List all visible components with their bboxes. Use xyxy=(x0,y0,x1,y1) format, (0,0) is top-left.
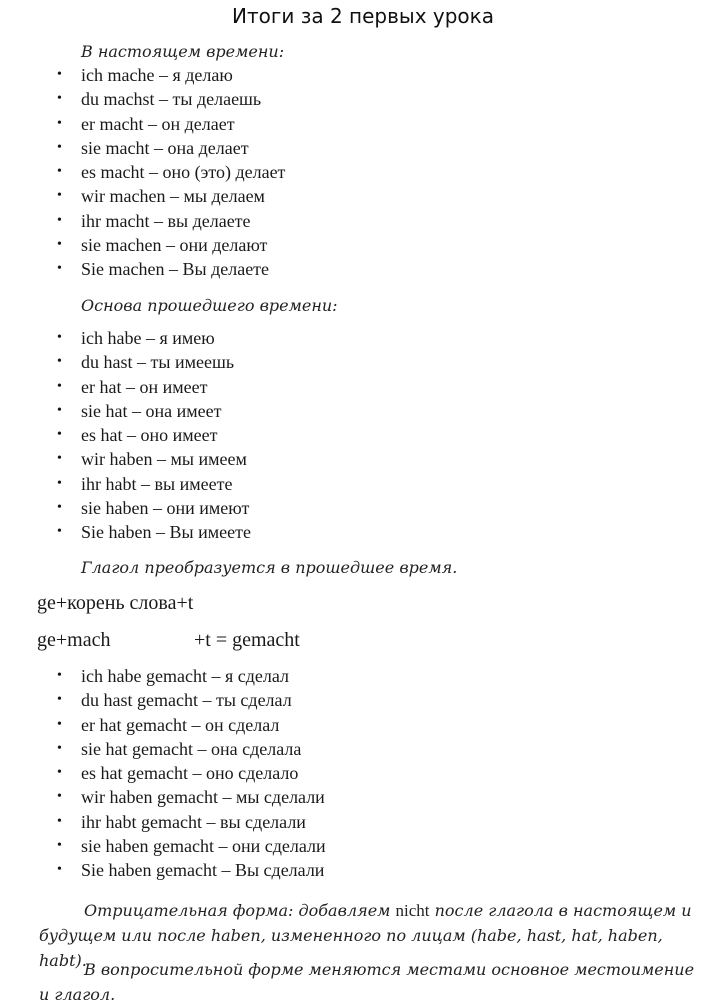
bullet-icon: • xyxy=(57,237,62,253)
bullet-icon: • xyxy=(57,862,62,878)
bullet-icon: • xyxy=(57,789,62,805)
bullet-icon: • xyxy=(57,475,62,491)
list-item: • sie hat gemacht – она сделала xyxy=(0,737,700,761)
list-item: • Sie haben gemacht – Вы сделали xyxy=(0,858,700,882)
list-item: • ich habe – я имею xyxy=(0,326,700,350)
past-base-list xyxy=(0,326,700,545)
list-item: • du hast gemacht – ты сделал xyxy=(0,688,700,712)
list-item: • sie haben – они имеют xyxy=(0,496,700,520)
list-item: • sie haben gemacht – они сделали xyxy=(0,834,700,858)
bullet-icon: • xyxy=(57,261,62,277)
bullet-icon: • xyxy=(57,91,62,107)
bullet-icon: • xyxy=(57,838,62,854)
bullet-icon: • xyxy=(57,765,62,781)
list-item: • Sie haben – Вы имеете xyxy=(0,520,700,544)
negation-paragraph: Отрицательная форма: добавляем nicht после глагола в настоящем и будущем или после haben, измененного по лицам (habe, hast, hat, haben, habt). xyxy=(39,901,692,970)
bullet-icon: • xyxy=(57,524,62,540)
list-item: • Sie machen – Вы делаете xyxy=(0,257,700,281)
list-item: • du hast – ты имеешь xyxy=(0,350,700,374)
bullet-icon: • xyxy=(57,378,62,394)
list-item: • ich mache – я делаю xyxy=(0,63,700,87)
list-item: • er hat – он имеет xyxy=(0,375,700,399)
bullet-icon: • xyxy=(57,402,62,418)
bullet-icon: • xyxy=(57,500,62,516)
keyword-nicht: nicht xyxy=(395,901,430,920)
list-item: • ich habe gemacht – я сделал xyxy=(0,664,700,688)
list-item: • ihr habt – вы имеете xyxy=(0,472,700,496)
bullet-icon: • xyxy=(57,716,62,732)
list-item: • du machst – ты делаешь xyxy=(0,87,700,111)
list-item: • wir haben – мы имеем xyxy=(0,447,700,471)
bullet-icon: • xyxy=(57,668,62,683)
list-item: • es hat – оно имеет xyxy=(0,423,700,447)
present-list xyxy=(0,63,700,282)
list-item: • wir haben gemacht – мы сделали xyxy=(0,785,700,809)
list-item: • es macht – оно (это) делает xyxy=(0,160,700,184)
present-heading: В настоящем времени: xyxy=(81,42,285,61)
bullet-icon: • xyxy=(57,451,62,467)
list-item: • sie machen – они делают xyxy=(0,233,700,257)
list-item: • sie hat – она имеет xyxy=(0,399,700,423)
bullet-icon: • xyxy=(57,67,62,82)
bullet-icon: • xyxy=(57,330,62,345)
list-item: • wir machen – мы делаем xyxy=(0,184,700,208)
bullet-icon: • xyxy=(57,212,62,228)
list-item: • er macht – он делает xyxy=(0,112,700,136)
question-paragraph: В вопросительной форме меняются местами основное местоимение и глагол. xyxy=(39,960,695,1004)
transform-heading: Глагол преобразуется в прошедшее время. xyxy=(81,558,458,577)
list-item: • ihr macht – вы делаете xyxy=(0,209,700,233)
bullet-icon: • xyxy=(57,692,62,708)
bullet-icon: • xyxy=(57,813,62,829)
bullet-icon: • xyxy=(57,164,62,180)
bullet-icon: • xyxy=(57,354,62,370)
bullet-icon: • xyxy=(57,139,62,155)
bullet-icon: • xyxy=(57,188,62,204)
formula-rule: ge+корень слова+t xyxy=(37,592,194,614)
list-item: • ihr habt gemacht – вы сделали xyxy=(0,810,700,834)
list-item: • es hat gemacht – оно сделало xyxy=(0,761,700,785)
list-item: • sie macht – она делает xyxy=(0,136,700,160)
past-list xyxy=(0,664,700,883)
page-title: Итоги за 2 первых урока xyxy=(232,4,494,28)
formula-example-right: +t = gemacht xyxy=(194,629,300,651)
past-base-heading: Основа прошедшего времени: xyxy=(81,296,338,315)
formula-example xyxy=(37,629,300,652)
list-item: • er hat gemacht – он сделал xyxy=(0,713,700,737)
formula-example-left: ge+mach xyxy=(37,629,111,651)
bullet-icon: • xyxy=(57,740,62,756)
bullet-icon: • xyxy=(57,427,62,443)
bullet-icon: • xyxy=(57,115,62,131)
